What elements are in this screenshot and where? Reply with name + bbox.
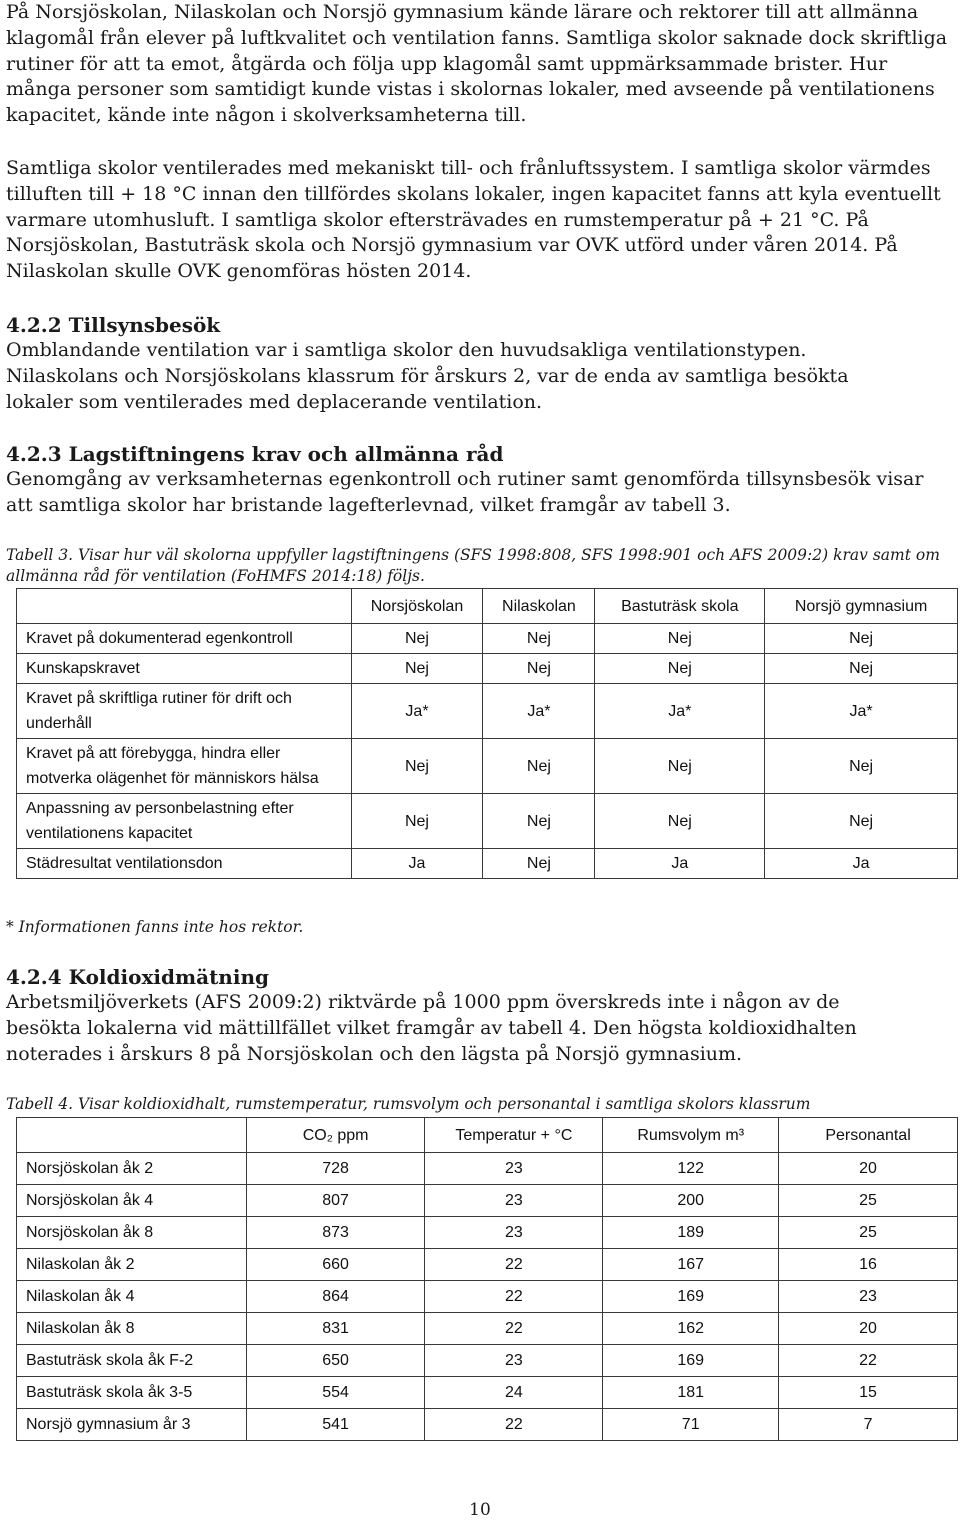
table4-cell: 167 xyxy=(603,1249,779,1281)
table4-row-label: Nilaskolan åk 4 xyxy=(17,1281,247,1313)
table3-cell: Nej xyxy=(483,849,595,879)
table3-row-label: Städresultat ventilationsdon xyxy=(17,849,352,879)
table4-cell: 23 xyxy=(425,1217,603,1249)
table3-header-cell: Norsjö gymnasium xyxy=(765,589,958,624)
table4-cell: 15 xyxy=(779,1377,958,1409)
table4-cell: 728 xyxy=(246,1153,425,1185)
table3-cell: Nej xyxy=(351,624,483,654)
section-4-2-4 xyxy=(6,964,954,1067)
section-4-2-3-heading: 4.2.3 Lagstiftningens krav och allmänna råd xyxy=(6,442,504,466)
table3-row-label: Kravet på dokumenterad egenkontroll xyxy=(17,624,352,654)
table4-cell: 22 xyxy=(425,1409,603,1441)
table3-row xyxy=(17,684,958,739)
section-4-2-2-heading: 4.2.2 Tillsynsbesök xyxy=(6,313,221,337)
table3-cell: Nej xyxy=(595,739,765,794)
table3-row-label: Kravet på skriftliga rutiner för drift och underhåll xyxy=(17,684,352,739)
table3-row xyxy=(17,849,958,879)
table4-row-label: Nilaskolan åk 8 xyxy=(17,1313,247,1345)
table4 xyxy=(16,1117,958,1441)
table4-row-label: Bastuträsk skola åk F-2 xyxy=(17,1345,247,1377)
table3-cell: Nej xyxy=(765,624,958,654)
table4-row xyxy=(17,1185,958,1217)
section-4-2-2 xyxy=(6,312,954,415)
table3-cell: Nej xyxy=(765,794,958,849)
table4-header-cell xyxy=(17,1118,247,1153)
intro-paragraph: På Norsjöskolan, Nilaskolan och Norsjö gymnasium kände lärare och rektorer till att allmänna klagomål från elever på luftkvalitet och ventilation fanns. Samtliga skolor saknade dock skriftliga rutiner för att ta emot, åtgärda och följa upp klagomål samt uppmärksammade brister. Hur många personer som samtidigt kunde vistas i skolornas lokaler, med avseende på ventilationens kapacitet, kände inte någon i skolverksamheterna till. xyxy=(6,1,948,127)
table4-row xyxy=(17,1281,958,1313)
section-4-2-4-heading: 4.2.4 Koldioxidmätning xyxy=(6,965,269,989)
table4-cell: 831 xyxy=(246,1313,425,1345)
table4-row xyxy=(17,1377,958,1409)
table4-cell: 25 xyxy=(779,1217,958,1249)
table3-cell: Nej xyxy=(595,654,765,684)
table3-cell: Nej xyxy=(595,624,765,654)
table4-cell: 7 xyxy=(779,1409,958,1441)
table3-cell: Ja* xyxy=(595,684,765,739)
table4-header-row xyxy=(17,1118,958,1153)
table4-cell: 169 xyxy=(603,1345,779,1377)
table3-row-label: Anpassning av personbelastning efter ventilationens kapacitet xyxy=(17,794,352,849)
table4-cell: 554 xyxy=(246,1377,425,1409)
table4-cell: 23 xyxy=(425,1345,603,1377)
table3-row xyxy=(17,654,958,684)
table3-row xyxy=(17,739,958,794)
table3-cell: Nej xyxy=(765,739,958,794)
table3-row xyxy=(17,794,958,849)
table4-cell: 24 xyxy=(425,1377,603,1409)
table3-cell: Ja* xyxy=(351,684,483,739)
table3-cell: Ja xyxy=(765,849,958,879)
table4-caption: Tabell 4. Visar koldioxidhalt, rumstemperatur, rumsvolym och personantal i samtliga skolors klassrum xyxy=(6,1095,811,1113)
table3-header-cell: Bastuträsk skola xyxy=(595,589,765,624)
table4-cell: 162 xyxy=(603,1313,779,1345)
table4-cell: 23 xyxy=(425,1153,603,1185)
table4-row xyxy=(17,1153,958,1185)
table3-cell: Nej xyxy=(483,739,595,794)
section-4-2-2-text: Omblandande ventilation var i samtliga skolor den huvudsakliga ventilationstypen. Nilaskolans och Norsjöskolans klassrum för årskurs 2, var de enda av samtliga besökta lokaler som ventilerades med deplacerande ventilation. xyxy=(6,339,849,413)
table4-row xyxy=(17,1409,958,1441)
section-4-2-3 xyxy=(6,441,954,519)
table4-cell: 541 xyxy=(246,1409,425,1441)
table3-header-row xyxy=(17,589,958,624)
table4-row-label: Norsjöskolan åk 8 xyxy=(17,1217,247,1249)
table3-cell: Nej xyxy=(765,654,958,684)
table4-cell: 16 xyxy=(779,1249,958,1281)
table3-row xyxy=(17,624,958,654)
table3-header-cell xyxy=(17,589,352,624)
table3-header-cell: Norsjöskolan xyxy=(351,589,483,624)
table3-cell: Nej xyxy=(483,654,595,684)
table3-header-cell: Nilaskolan xyxy=(483,589,595,624)
table3-cell: Ja* xyxy=(483,684,595,739)
table3-row-label: Kunskapskravet xyxy=(17,654,352,684)
table3-cell: Nej xyxy=(351,654,483,684)
table4-row-label: Nilaskolan åk 2 xyxy=(17,1249,247,1281)
table3-cell: Nej xyxy=(351,794,483,849)
table4-cell: 22 xyxy=(779,1345,958,1377)
table3 xyxy=(16,588,958,879)
table4-cell: 22 xyxy=(425,1313,603,1345)
table4-cell: 23 xyxy=(779,1281,958,1313)
table4-row-label: Norsjöskolan åk 2 xyxy=(17,1153,247,1185)
table4-header-cell: Temperatur + °C xyxy=(425,1118,603,1153)
table4-row xyxy=(17,1313,958,1345)
table4-cell: 200 xyxy=(603,1185,779,1217)
table3-cell: Nej xyxy=(351,739,483,794)
table4-cell: 864 xyxy=(246,1281,425,1313)
table4-cell: 22 xyxy=(425,1249,603,1281)
table4-row-label: Bastuträsk skola åk 3-5 xyxy=(17,1377,247,1409)
table3-cell: Nej xyxy=(483,624,595,654)
table4-header-cell: Rumsvolym m³ xyxy=(603,1118,779,1153)
table4-cell: 660 xyxy=(246,1249,425,1281)
table4-cell: 22 xyxy=(425,1281,603,1313)
table3-cell: Nej xyxy=(595,794,765,849)
table3-cell: Nej xyxy=(483,794,595,849)
table4-cell: 873 xyxy=(246,1217,425,1249)
table4-row-label: Norsjöskolan åk 4 xyxy=(17,1185,247,1217)
ventilation-paragraph: Samtliga skolor ventilerades med mekaniskt till- och frånluftssystem. I samtliga skolor värmdes tilluften till + 18 °C innan den tillfördes skolans lokaler, ingen kapacitet fanns att kyla eventuellt varmare utomhusluft. I samtliga skolor eftersträvades en rumstemperatur på + 21 °C. På Norsjöskolan, Bastuträsk skola och Norsjö gymnasium var OVK utförd under våren 2014. På Nilaskolan skulle OVK genomföras hösten 2014. xyxy=(6,157,941,283)
table4-row xyxy=(17,1217,958,1249)
table4-cell: 25 xyxy=(779,1185,958,1217)
table3-cell: Ja* xyxy=(765,684,958,739)
table4-row-label: Norsjö gymnasium år 3 xyxy=(17,1409,247,1441)
table4-cell: 122 xyxy=(603,1153,779,1185)
table4-row xyxy=(17,1249,958,1281)
table4-cell: 650 xyxy=(246,1345,425,1377)
table3-cell: Ja xyxy=(351,849,483,879)
table4-cell: 807 xyxy=(246,1185,425,1217)
table4-cell: 23 xyxy=(425,1185,603,1217)
table3-caption: Tabell 3. Visar hur väl skolorna uppfyller lagstiftningens (SFS 1998:808, SFS 1998:901 och AFS 2009:2) krav samt om allmänna råd för ventilation (FoHMFS 2014:18) följs. xyxy=(6,546,940,585)
table3-row-label: Kravet på att förebygga, hindra eller motverka olägenhet för människors hälsa xyxy=(17,739,352,794)
table4-cell: 169 xyxy=(603,1281,779,1313)
section-4-2-3-text: Genomgång av verksamheternas egenkontroll och rutiner samt genomförda tillsynsbesök visar att samtliga skolor har bristande lagefterlevnad, vilket framgår av tabell 3. xyxy=(6,468,924,516)
table4-row xyxy=(17,1345,958,1377)
table4-cell: 20 xyxy=(779,1313,958,1345)
table4-cell: 189 xyxy=(603,1217,779,1249)
table4-cell: 181 xyxy=(603,1377,779,1409)
table3-footnote: * Informationen fanns inte hos rektor. xyxy=(6,918,304,936)
table4-cell: 20 xyxy=(779,1153,958,1185)
table3-cell: Ja xyxy=(595,849,765,879)
page-number: 10 xyxy=(469,1500,491,1520)
table4-header-cell: CO₂ ppm xyxy=(246,1118,425,1153)
table4-cell: 71 xyxy=(603,1409,779,1441)
table4-header-cell: Personantal xyxy=(779,1118,958,1153)
section-4-2-4-text: Arbetsmiljöverkets (AFS 2009:2) riktvärde på 1000 ppm överskreds inte i någon av de besökta lokalerna vid mättillfället vilket framgår av tabell 4. Den högsta koldioxidhalten noterades i årskurs 8 på Norsjöskolan och den lägsta på Norsjö gymnasium. xyxy=(6,991,857,1065)
